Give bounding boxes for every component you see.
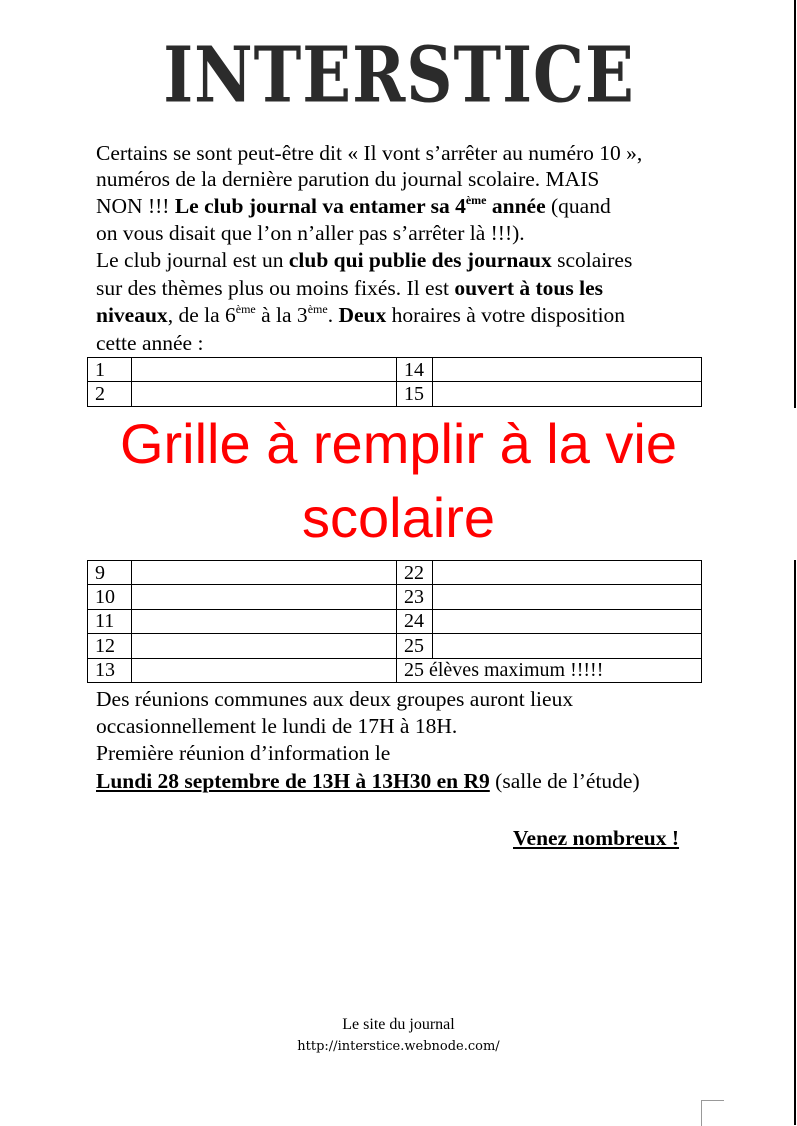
grid-name-cell[interactable] xyxy=(433,634,702,658)
intro-line: sur des thèmes plus ou moins fixés. Il est ouvert à tous les xyxy=(96,276,604,300)
signup-grid-top xyxy=(87,357,702,407)
intro-line: Certains se sont peut-être dit « Il vont s’arrêter au numéro 10 », xyxy=(96,141,643,165)
overlay-title-line1: Grille à remplir à la vie xyxy=(119,412,678,475)
grid-row xyxy=(88,382,702,406)
grid-number-cell: 12 xyxy=(88,634,132,658)
grid-name-cell[interactable] xyxy=(132,358,397,382)
grid-number-cell: 10 xyxy=(88,585,132,609)
grid-name-cell[interactable] xyxy=(132,658,397,682)
grid-name-cell[interactable] xyxy=(132,634,397,658)
grid-row xyxy=(88,609,702,633)
grid-number-cell: 14 xyxy=(397,358,433,382)
grid-number-cell: 9 xyxy=(88,561,132,585)
intro-line: numéros de la dernière parution du journal scolaire. MAIS xyxy=(96,167,600,191)
grid-number-cell: 11 xyxy=(88,609,132,633)
meeting-line: Première réunion d’information le xyxy=(96,741,391,765)
intro-line: Le club journal est un club qui publie des journaux scolaires xyxy=(96,248,633,272)
signup-grid-bottom xyxy=(87,560,702,683)
grid-name-cell[interactable] xyxy=(433,382,702,406)
grid-name-cell[interactable] xyxy=(433,585,702,609)
grid-number-cell: 25 xyxy=(397,634,433,658)
grid-name-cell[interactable] xyxy=(132,585,397,609)
intro-line: cette année : xyxy=(96,331,204,355)
footer-url[interactable]: http://interstice.webnode.com/ xyxy=(297,1039,500,1054)
grid-number-cell: 15 xyxy=(397,382,433,406)
grid-name-cell[interactable] xyxy=(433,358,702,382)
intro-line: on vous disait que l’on n’aller pas s’arrêter là !!!). xyxy=(96,221,525,245)
page-corner-mark xyxy=(701,1100,724,1126)
intro-line: NON !!! Le club journal va entamer sa 4ème année (quand xyxy=(96,193,611,218)
grid-name-cell[interactable] xyxy=(132,609,397,633)
grid-row xyxy=(88,634,702,658)
grid-number-cell: 22 xyxy=(397,561,433,585)
interstice-logo: INTERSTICE xyxy=(163,30,635,120)
page-edge xyxy=(794,0,796,1125)
grid-row xyxy=(88,585,702,609)
grid-name-cell[interactable] xyxy=(132,561,397,585)
grid-number-cell: 23 xyxy=(397,585,433,609)
grid-name-cell[interactable] xyxy=(132,382,397,406)
grid-number-cell: 24 xyxy=(397,609,433,633)
grid-row xyxy=(88,658,702,682)
grid-name-cell[interactable] xyxy=(433,561,702,585)
call-to-action: Venez nombreux ! xyxy=(513,826,680,850)
meeting-date: Lundi 28 septembre de 13H à 13H30 en R9 (salle de l’étude) xyxy=(96,769,640,793)
intro-line: niveaux, de la 6ème à la 3ème. Deux horaires à votre disposition xyxy=(96,302,626,327)
grid-row xyxy=(88,358,702,382)
footer-title: Le site du journal xyxy=(342,1016,455,1033)
grid-number-cell: 13 xyxy=(88,658,132,682)
grid-number-cell: 25 élèves maximum !!!!! xyxy=(397,658,702,682)
meeting-line: occasionnellement le lundi de 17H à 18H. xyxy=(96,714,458,738)
grid-name-cell[interactable] xyxy=(433,609,702,633)
grid-number-cell: 2 xyxy=(88,382,132,406)
overlay-title-line2: scolaire xyxy=(302,486,495,549)
grid-row xyxy=(88,561,702,585)
grid-number-cell: 1 xyxy=(88,358,132,382)
meeting-line: Des réunions communes aux deux groupes auront lieux xyxy=(96,687,574,711)
